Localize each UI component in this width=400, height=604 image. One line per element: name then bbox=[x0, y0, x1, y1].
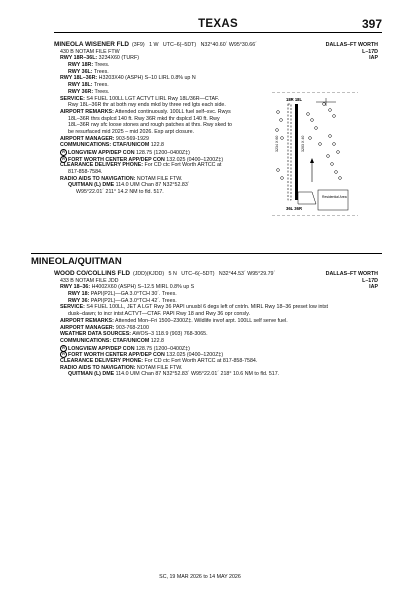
detail-text: AIRPORT MANAGER: 903-569-1929 bbox=[60, 135, 149, 142]
elevation-notam: 433 B NOTAM FILE JDD bbox=[60, 277, 119, 284]
airport-ident: (3F9) bbox=[131, 42, 145, 48]
low-chart: L–17D bbox=[362, 277, 378, 284]
detail-text: RWY 18R–36L: 3234X60 (TURF) bbox=[60, 55, 140, 62]
detail-text: RWY 18R: Trees. bbox=[68, 62, 110, 69]
detail-text: AIRPORT REMARKS: Attended continuously. 100LL fuel self–svc. Rwys bbox=[60, 108, 231, 115]
airport-ident: (JDD)(KJDD) bbox=[132, 271, 165, 277]
low-chart: L–17D bbox=[362, 48, 378, 55]
detail-text: QUITMAN (L) DME 114.0 UIM Chan 87 N32°52.83´ bbox=[68, 182, 190, 189]
detail-line bbox=[54, 62, 378, 69]
detail-text: COMMUNICATIONS: CTAF/UNICOM 122.8 bbox=[60, 142, 164, 149]
detail-line bbox=[54, 318, 378, 325]
city-title: MINEOLA/QUITMAN bbox=[31, 256, 122, 267]
detail-line bbox=[54, 311, 378, 318]
detail-text: 18L–36R rwy sfc loose stones and rough patches at thrs. Rwy sked to bbox=[68, 122, 232, 129]
radar-icon: R bbox=[60, 156, 67, 163]
apron-outline bbox=[298, 192, 316, 204]
detail-text: LONGVIEW APP/DEP CON 128.75 (1200–0400Z‡) bbox=[68, 345, 190, 352]
detail-line bbox=[54, 365, 378, 372]
airport-distance: 1 W bbox=[149, 42, 159, 48]
radar-icon: R bbox=[60, 351, 67, 358]
airport-name[interactable]: WOOD CO/COLLINS FLD bbox=[54, 270, 130, 277]
airport-diagram bbox=[272, 92, 358, 216]
airport-coords: N32°44.53´ W95°29.79´ bbox=[218, 271, 276, 277]
detail-text: RWY 36L: Trees. bbox=[68, 68, 109, 75]
airport-entry-wood-co bbox=[54, 271, 378, 378]
sectional-chart: DALLAS–FT WORTH bbox=[325, 271, 378, 277]
detail-text: be resurfaced mid 2025 – mid 2026. Exp arpt closure. bbox=[68, 128, 195, 135]
airport-distance: 5 N bbox=[168, 271, 177, 277]
north-arrow-head bbox=[310, 158, 314, 163]
detail-text: RWY 18: PAPI(P2L)—GA 3.0°TCH 30´. Trees. bbox=[68, 291, 177, 298]
detail-text: RWY 18L–36R: H3203X40 (ASPH) S–10 LIRL 0.8% up N bbox=[60, 75, 196, 82]
detail-line bbox=[54, 75, 378, 82]
detail-line bbox=[54, 331, 378, 338]
detail-text: dusk–dawn; to incr intst ACTVT—CTAF. PAPI Rwy 18 and Rwy 36 opr consly. bbox=[68, 311, 250, 318]
detail-text: RADIO AIDS TO NAVIGATION: NOTAM FILE FTW. bbox=[60, 175, 183, 182]
residential-area-box bbox=[318, 190, 348, 210]
airport-utc: UTC–6(–5DT) bbox=[181, 271, 215, 277]
runway-asphalt bbox=[295, 104, 298, 200]
detail-text: 817-858-7584. bbox=[68, 169, 103, 176]
radar-icon: R bbox=[60, 149, 67, 156]
detail-text: RWY 36: PAPI(P2L)—GA 3.0°TCH 42´. Trees. bbox=[68, 297, 177, 304]
iap-label: IAP bbox=[369, 284, 378, 291]
runway-label-bottom: 36L 36R bbox=[286, 206, 302, 211]
detail-line bbox=[54, 55, 378, 62]
radar-icon: R bbox=[60, 345, 67, 352]
runway-length-2: 3203 X 40 bbox=[301, 135, 305, 152]
airport-title-line bbox=[54, 42, 378, 49]
detail-text: Rwy 18L–36R thr at both rwy ends mkd by three red lgts each side. bbox=[68, 102, 226, 109]
airport-elev-line bbox=[54, 49, 378, 56]
airport-coords: N32°40.60´ W95°30.66´ bbox=[200, 42, 257, 48]
detail-line bbox=[54, 325, 378, 332]
runway-length-1: 3234 X 60 bbox=[275, 135, 279, 152]
detail-text: COMMUNICATIONS: CTAF/UNICOM 122.8 bbox=[60, 337, 164, 344]
tree-symbols bbox=[276, 103, 342, 180]
detail-text: RWY 18–36: H4002X60 (ASPH) S–12.5 MIRL 0.8% up S bbox=[60, 284, 195, 291]
airport-details bbox=[54, 284, 378, 378]
detail-line bbox=[54, 358, 378, 365]
airport-name[interactable]: MINEOLA WISENER FLD bbox=[54, 41, 130, 48]
detail-line bbox=[54, 351, 378, 358]
sectional-chart: DALLAS–FT WORTH bbox=[325, 42, 378, 48]
detail-text: AIRPORT REMARKS: Attended Mon–Fri 1500–2300Z‡. Wildlife invof arpt. 100LL self serve fuel. bbox=[60, 317, 288, 324]
detail-line bbox=[54, 284, 378, 291]
detail-text: FORT WORTH CENTER APP/DEP CON 132.025 (0400–1200Z‡) bbox=[68, 352, 224, 359]
detail-text: SERVICE: S4 FUEL 100LL, JET A LGT Rwy 36 PAPI unusbl 6 degs left of cntrln. MIRL Rwy 18–36 preset low intst bbox=[60, 304, 329, 311]
detail-text: RADIO AIDS TO NAVIGATION: NOTAM FILE FTW. bbox=[60, 364, 183, 371]
page-number: 397 bbox=[361, 17, 382, 31]
runway-turf bbox=[288, 104, 291, 200]
detail-text: RWY 36R: Trees. bbox=[68, 88, 110, 95]
detail-text: CLEARANCE DELIVERY PHONE: For CD ctc Fort Worth ARTCC at 817-858-7584. bbox=[60, 357, 258, 364]
detail-text: CLEARANCE DELIVERY PHONE: For CD ctc Fort Worth ARTCC at bbox=[60, 162, 222, 169]
detail-line bbox=[54, 69, 378, 76]
section-rule bbox=[31, 253, 382, 254]
detail-line bbox=[54, 304, 378, 311]
detail-text: RWY 18L: Trees. bbox=[68, 82, 109, 89]
detail-line bbox=[54, 298, 378, 305]
detail-line bbox=[54, 345, 378, 352]
pole-line bbox=[316, 98, 336, 106]
runway-label-top: 18R 18L bbox=[286, 97, 303, 102]
detail-text: FORT WORTH CENTER APP/DEP CON 132.025 (0400–1200Z‡) bbox=[68, 156, 224, 163]
page-header bbox=[54, 18, 382, 33]
airport-elev-line bbox=[54, 278, 378, 285]
detail-text: QUITMAN (L) DME 114.0 UIM Chan 87 N32°52.83´ W95°22.01´ 218° 10.6 NM to fld. 517. bbox=[68, 371, 280, 378]
airport-title-line bbox=[54, 271, 378, 278]
elevation-notam: 430 B NOTAM FILE FTW bbox=[60, 48, 120, 55]
residential-area-label: Residential Area bbox=[322, 195, 347, 199]
detail-text: WEATHER DATA SOURCES: AWOS–3 118.9 (903) 768-3065. bbox=[60, 331, 208, 338]
detail-line bbox=[54, 338, 378, 345]
state-title: TEXAS bbox=[198, 18, 238, 30]
detail-text: 18L–36R thrs dsplcd 140 ft. Rwy 36R mkd thr dsplcd 140 ft. Rwy bbox=[68, 115, 220, 122]
detail-text: SERVICE: S4 FUEL 100LL LGT ACTVT LIRL Rwy 18L/36R—CTAF. bbox=[60, 95, 220, 102]
detail-line bbox=[54, 82, 378, 89]
detail-line bbox=[54, 371, 378, 378]
airport-utc: UTC–6(–5DT) bbox=[162, 42, 197, 48]
iap-label: IAP bbox=[369, 55, 378, 62]
detail-text: AIRPORT MANAGER: 903-768-2100 bbox=[60, 324, 149, 331]
detail-text: LONGVIEW APP/DEP CON 128.75 (1200–0400Z‡) bbox=[68, 149, 190, 156]
detail-line bbox=[54, 291, 378, 298]
detail-text: W95°22.01´ 211° 14.2 NM to fld. 517. bbox=[76, 189, 164, 196]
effective-dates: SC, 19 MAR 2026 to 14 MAY 2026 bbox=[159, 574, 241, 580]
